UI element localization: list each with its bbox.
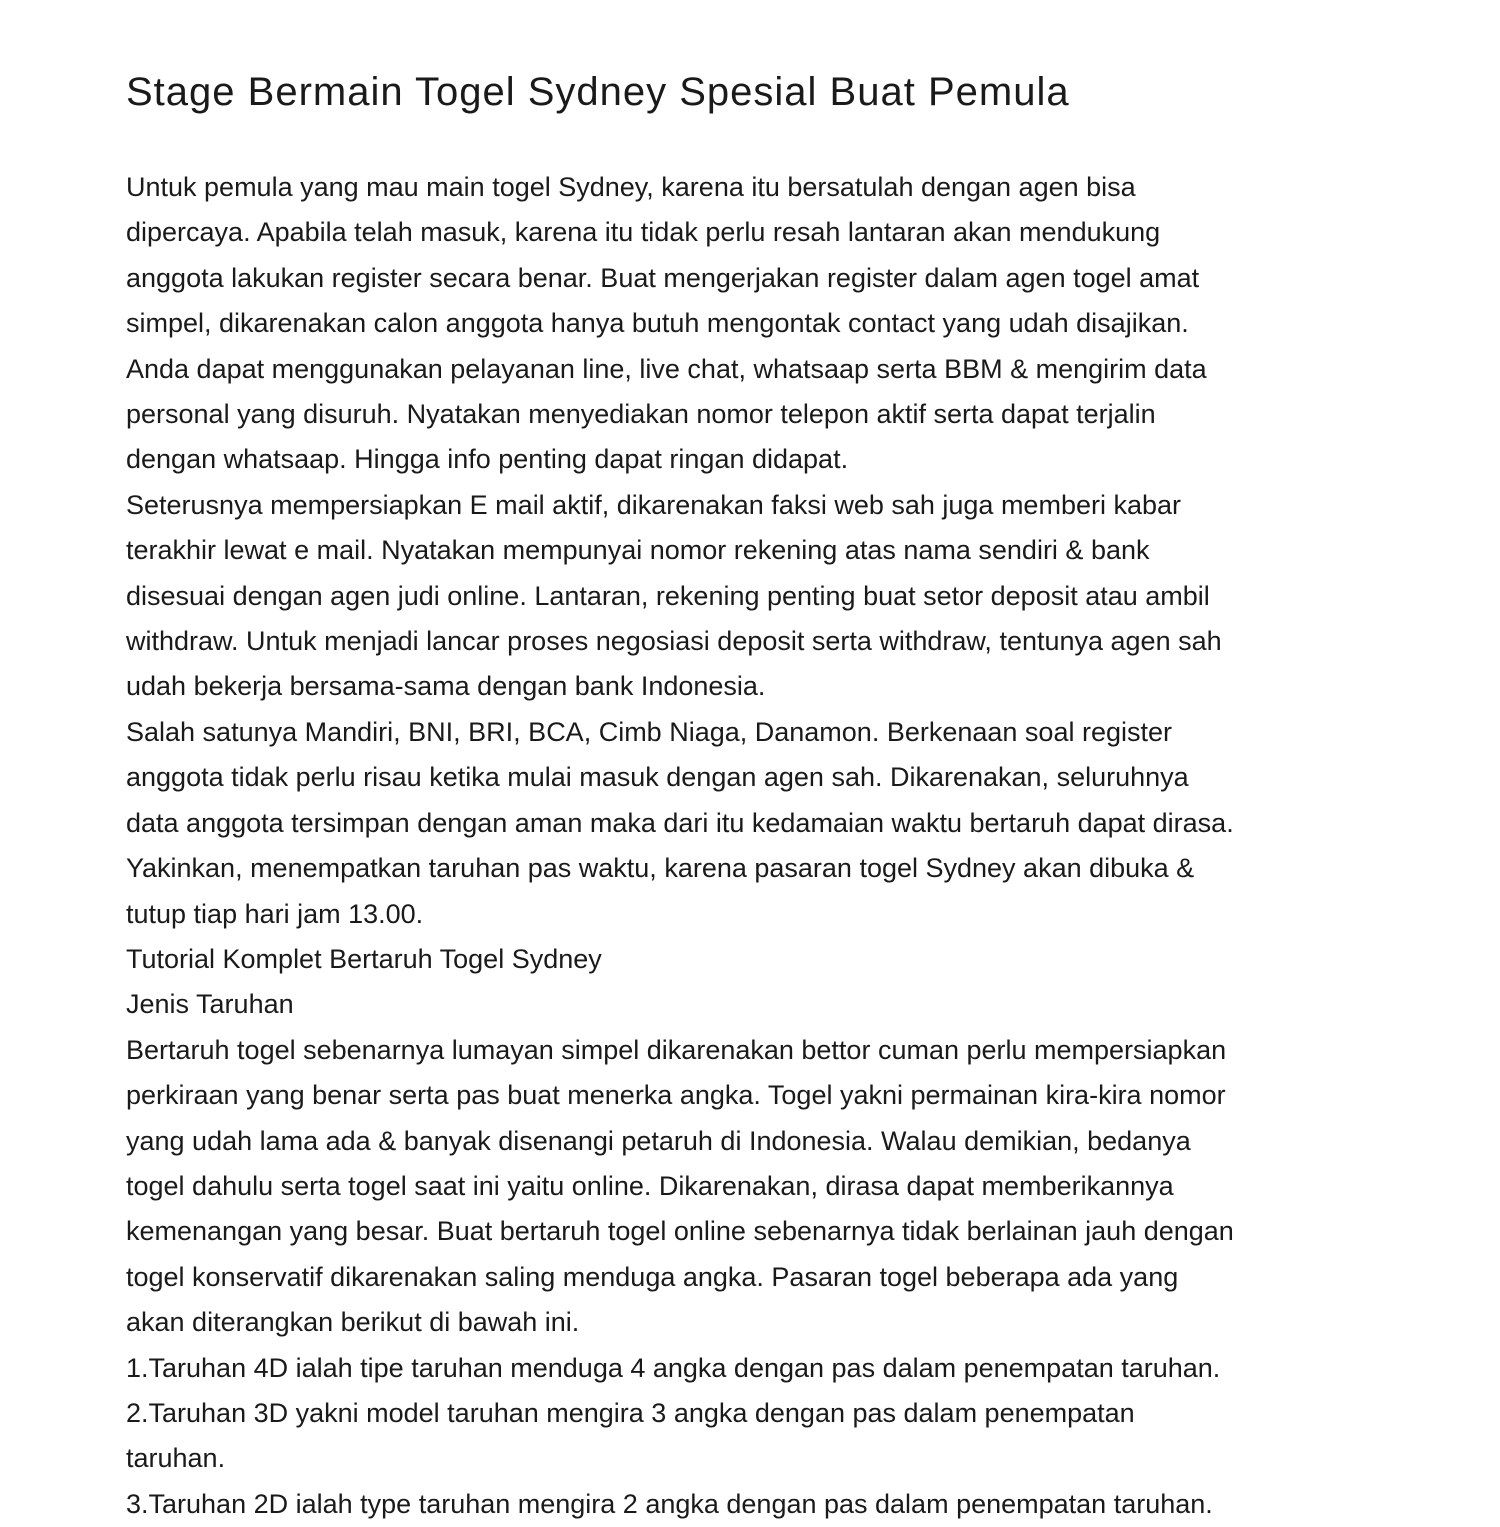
text-line: Seterusnya mempersiapkan E mail aktif, dikarenakan faksi web sah juga memberi kabar [126, 489, 1182, 520]
document-title: Stage Bermain Togel Sydney Spesial Buat Pemula [126, 70, 1070, 114]
text-line: anggota tidak perlu risau ketika mulai masuk dengan agen sah. Dikarenakan, seluruhnya [126, 762, 1189, 793]
section-heading: Jenis Taruhan [126, 989, 294, 1020]
list-item: 1.Taruhan 4D ialah tipe taruhan menduga 4 angka dengan pas dalam penempatan taruhan. [126, 1352, 1221, 1383]
text-line: disesuai dengan agen judi online. Lantaran, rekening penting buat setor deposit atau ambil [126, 580, 1210, 611]
section-heading: Tutorial Komplet Bertaruh Togel Sydney [126, 943, 602, 974]
text-line: udah bekerja bersama-sama dengan bank Indonesia. [126, 671, 766, 702]
text-line: Yakinkan, menempatkan taruhan pas waktu, karena pasaran togel Sydney akan dibuka & [126, 853, 1195, 884]
text-line: kemenangan yang besar. Buat bertaruh togel online sebenarnya tidak berlainan jauh dengan [126, 1216, 1234, 1247]
text-line: Bertaruh togel sebenarnya lumayan simpel dikarenakan bettor cuman perlu mempersiapkan [126, 1034, 1227, 1065]
text-line: tutup tiap hari jam 13.00. [126, 898, 424, 929]
text-line: Anda dapat menggunakan pelayanan line, live chat, whatsaap serta BBM & mengirim data [126, 353, 1207, 384]
list-item: 2.Taruhan 3D yakni model taruhan mengira 3 angka dengan pas dalam penempatan [126, 1397, 1135, 1428]
text-line: terakhir lewat e mail. Nyatakan mempunyai nomor rekening atas nama sendiri & bank [126, 535, 1150, 566]
text-line: data anggota tersimpan dengan aman maka dari itu kedamaian waktu bertaruh dapat dirasa. [126, 807, 1234, 838]
text-line: togel dahulu serta togel saat ini yaitu online. Dikarenakan, dirasa dapat memberikannya [126, 1170, 1174, 1201]
text-line: anggota lakukan register secara benar. Buat mengerjakan register dalam agen togel amat [126, 262, 1200, 293]
text-line: perkiraan yang benar serta pas buat menerka angka. Togel yakni permainan kira-kira nomor [126, 1080, 1226, 1111]
text-line: akan diterangkan berikut di bawah ini. [126, 1307, 580, 1338]
text-line: Untuk pemula yang mau main togel Sydney, karena itu bersatulah dengan agen bisa [126, 172, 1136, 202]
text-line: dipercaya. Apabila telah masuk, karena itu tidak perlu resah lantaran akan mendukung [126, 217, 1161, 248]
text-line: withdraw. Untuk menjadi lancar proses negosiasi deposit serta withdraw, tentunya agen sah [126, 626, 1222, 657]
text-line: yang udah lama ada & banyak disenangi petaruh di Indonesia. Walau demikian, bedanya [126, 1125, 1191, 1156]
text-line: simpel, dikarenakan calon anggota hanya butuh mengontak contact yang udah disajikan. [126, 308, 1189, 339]
text-line: personal yang disuruh. Nyatakan menyediakan nomor telepon aktif serta dapat terjalin [126, 399, 1156, 430]
text-line: togel konservatif dikarenakan saling menduga angka. Pasaran togel beberapa ada yang [126, 1261, 1179, 1292]
text-line: Salah satunya Mandiri, BNI, BRI, BCA, Cimb Niaga, Danamon. Berkenaan soal register [126, 716, 1172, 747]
document-body [126, 165, 1376, 1527]
list-item: 3.Taruhan 2D ialah type taruhan mengira 2 angka dengan pas dalam penempatan taruhan. [126, 1488, 1213, 1519]
list-item: taruhan. [126, 1443, 226, 1474]
text-line: dengan whatsaap. Hingga info penting dapat ringan didapat. [126, 444, 849, 475]
